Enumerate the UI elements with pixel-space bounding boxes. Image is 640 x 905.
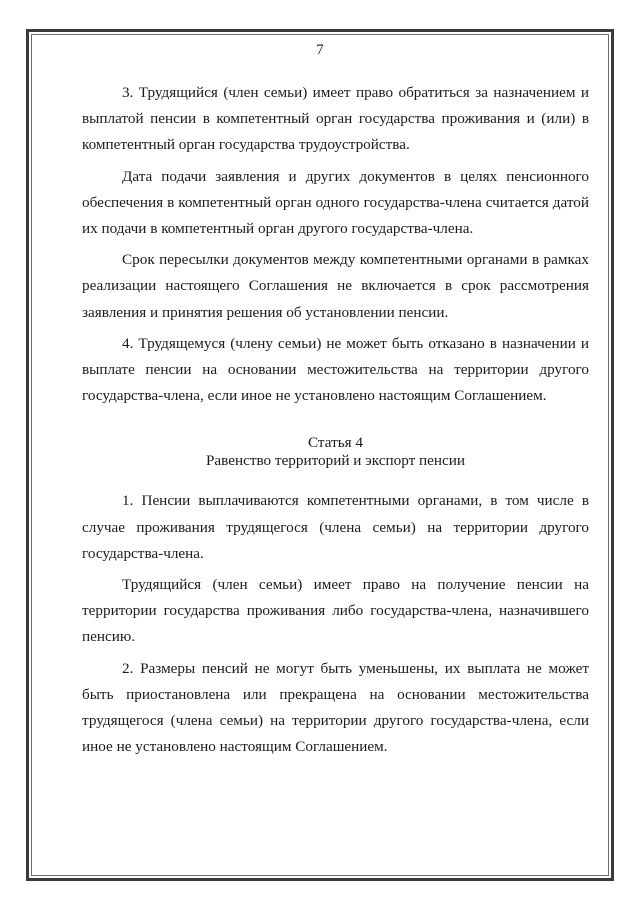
page-number: 7 — [316, 42, 324, 58]
paragraph-1-pension-payment: 1. Пенсии выплачиваются компетентными органами, в том числе в случае проживания трудящегося (члена семьи) на территории другого государства-члена. — [82, 492, 589, 562]
document-body — [82, 80, 589, 760]
article-heading — [82, 434, 589, 470]
paragraph-forwarding-period: Срок пересылки документов между компетентными органами в рамках реализации настоящего Соглашения не включается в срок рассмотрения заявления и принятия решения об установлении пенсии. — [82, 251, 589, 321]
paragraph-2-no-reduction: 2. Размеры пенсий не могут быть уменьшены, их выплата не может быть приостановлена или прекращена на основании местожительства трудящегося (члена семьи) на территории другого государства-члена, если иное не установлено настоящим Соглашением. — [82, 659, 589, 756]
article-number: Статья 4 — [307, 434, 364, 452]
paragraph-4-no-refusal: 4. Трудящемуся (члену семьи) не может быть отказано в назначении и выплате пенсии на основании местожительства на территории другого государства-члена, если иное не установлено настоящим Соглашением. — [82, 334, 589, 405]
paragraph-right-to-receive: Трудящийся (член семьи) имеет право на получение пенсии на территории государства проживания либо государства-члена, назначившего пенсию. — [82, 576, 589, 646]
paragraph-3-right-to-apply: 3. Трудящийся (член семьи) имеет право обратиться за назначением и выплатой пенсии в компетентный орган государства проживания и (или) в компетентный орган государства трудоустройства. — [82, 84, 589, 154]
article-title: Равенство территорий и экспорт пенсии — [205, 452, 466, 470]
paragraph-application-date: Дата подачи заявления и других документов в целях пенсионного обеспечения в компетентный орган одного государства-члена считается датой их подачи в компетентный орган другого государства-члена. — [82, 167, 589, 238]
